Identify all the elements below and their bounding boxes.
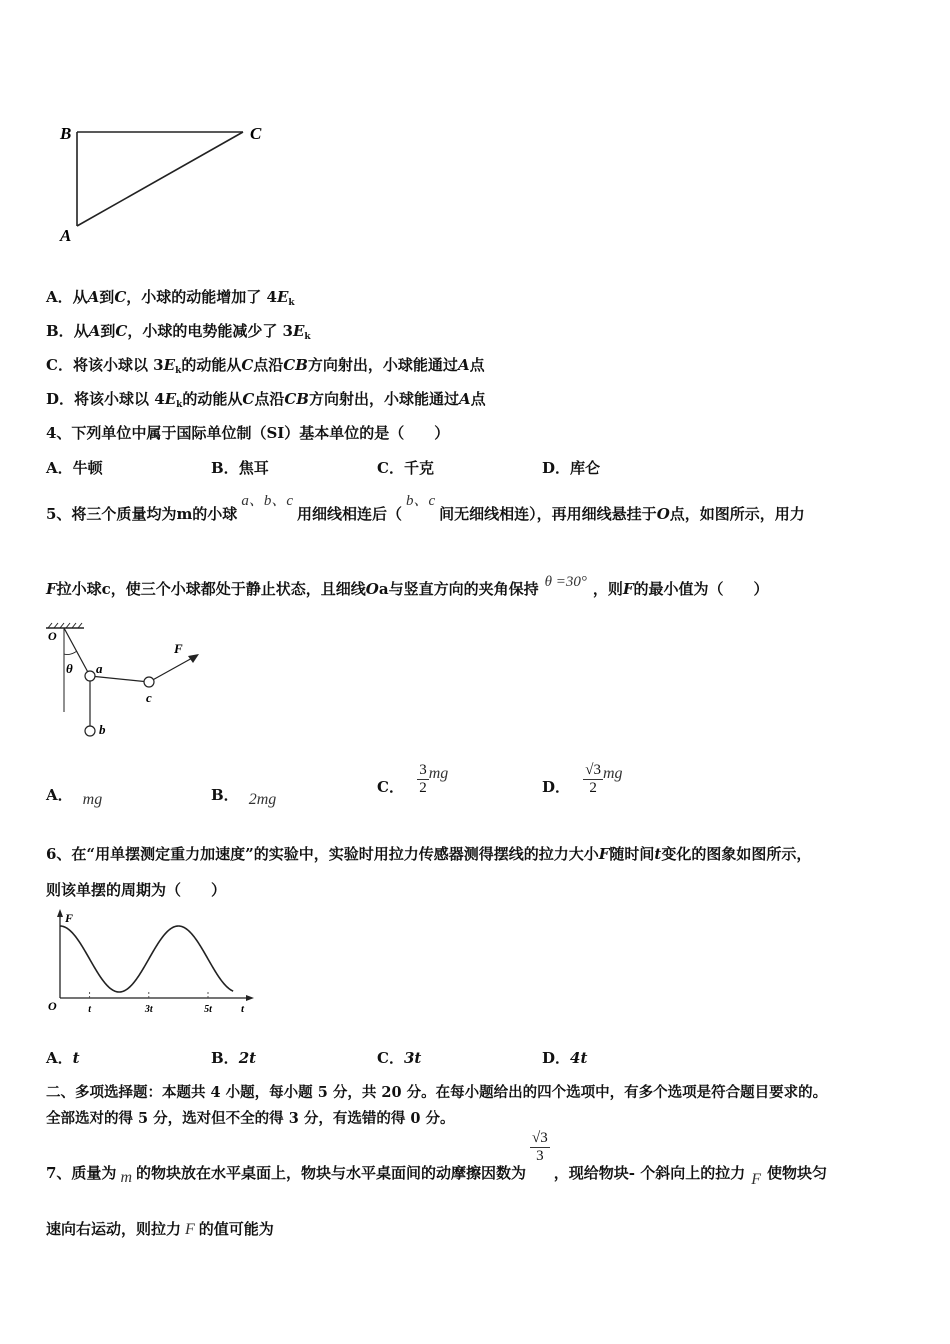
force-curve: [60, 926, 233, 992]
force-f-line: [149, 657, 194, 682]
q4-option-d: D．库仑: [542, 459, 601, 477]
q3-option-d: D．将该小球以 $4E_k$的动能从C点沿CB方向射出，小球能通过A点: [46, 390, 486, 410]
label-c: C: [250, 124, 262, 143]
q4-option-a: A．牛顿: [46, 459, 103, 477]
theta-arc: [64, 651, 77, 655]
string-ac: [90, 676, 149, 682]
ball-a: [85, 671, 95, 681]
label-b: b: [99, 722, 106, 737]
q6-stem-line2: 则该单摆的周期为（ ）: [46, 881, 227, 899]
q7-stem-line2: 速向右运动，则拉力 F 的值可能为: [46, 1220, 274, 1238]
label-c: c: [146, 690, 152, 705]
q5-stem-line2: F拉小球c，使三个小球都处于静止状态，且细线Oa与竖直方向的夹角保持 θ =30° ，则F的最小值为（ ）: [46, 574, 769, 598]
label-f: F: [174, 641, 183, 656]
origin-label: O: [48, 999, 57, 1013]
label-theta: θ: [66, 661, 73, 676]
q7-stem-line1: 7、质量为 m 的物块放在水平桌面上，物块与水平桌面间的动摩擦因数为 $\frac{√3}{3}$ ，现给物块- 个斜向上的拉力 F 使物块匀: [46, 1130, 827, 1188]
triangle-figure: [50, 118, 280, 248]
x-axis-label: t: [241, 1003, 245, 1015]
q6-option-a: A．t: [46, 1049, 80, 1067]
ball-c: [144, 677, 154, 687]
y-axis-label: F: [65, 911, 74, 925]
section2-header-line2: 全部选对的得 5 分，选对但不全的得 3 分，有选错的得 0 分。: [46, 1110, 455, 1127]
q4-stem: 4、下列单位中属于国际单位制（SI）基本单位的是（ ）: [46, 424, 450, 442]
tick-guides: [90, 992, 208, 998]
tick-label-t: t: [88, 1004, 91, 1015]
q3-option-b: B．从A到C，小球的电势能减少了 $3E_k$: [46, 322, 311, 342]
q5-option-a: A． mg: [46, 786, 103, 808]
q6-option-b: B．2t: [211, 1049, 257, 1067]
q5-pendulum-figure: [44, 620, 214, 745]
q6-force-time-graph: [44, 906, 264, 1026]
q4-option-b: B．焦耳: [211, 459, 269, 477]
y-axis-arrow: [57, 909, 63, 917]
q5-stem-line1: 5、将三个质量均为m的小球a、b、c用细线相连后（b、c间无细线相连），再用细线悬挂于O点，如图所示，用力: [46, 493, 805, 523]
q3-option-c: C．将该小球以 $3E_k$的动能从C点沿CB方向射出，小球能通过A点: [46, 356, 485, 376]
q5-option-c: C． $\frac{3}{2}$ mg: [377, 762, 449, 796]
tick-label-5t: 5t: [204, 1004, 212, 1015]
ball-b: [85, 726, 95, 736]
q6-stem-line1: 6、在“用单摆测定重力加速度”的实验中，实验时用拉力传感器测得摆线的拉力大小F随时间t变化的图象如图所示，: [46, 845, 812, 863]
q6-option-d: D．4t: [542, 1049, 588, 1067]
tick-label-3t: 3t: [144, 1004, 153, 1015]
q5-option-b: B． 2mg: [211, 786, 277, 808]
section2-header-line1: 二、多项选择题：本题共 4 小题，每小题 5 分，共 20 分。在每小题给出的四个选项中，有多个选项是符合题目要求的。: [46, 1084, 828, 1101]
q4-option-c: C．千克: [377, 459, 434, 477]
q3-option-a: A．从A到C，小球的动能增加了 $4E_k$: [46, 288, 295, 308]
segment-ac: [77, 132, 243, 226]
q5-option-d: D． $\frac{√3}{2}$ mg: [542, 762, 623, 796]
x-axis-arrow: [246, 995, 254, 1001]
label-a: A: [60, 226, 72, 245]
force-f-arrowhead: [188, 654, 199, 663]
label-o: O: [48, 629, 57, 643]
q6-option-c: C．3t: [377, 1049, 422, 1067]
label-b: B: [60, 124, 72, 143]
label-a: a: [96, 661, 103, 676]
